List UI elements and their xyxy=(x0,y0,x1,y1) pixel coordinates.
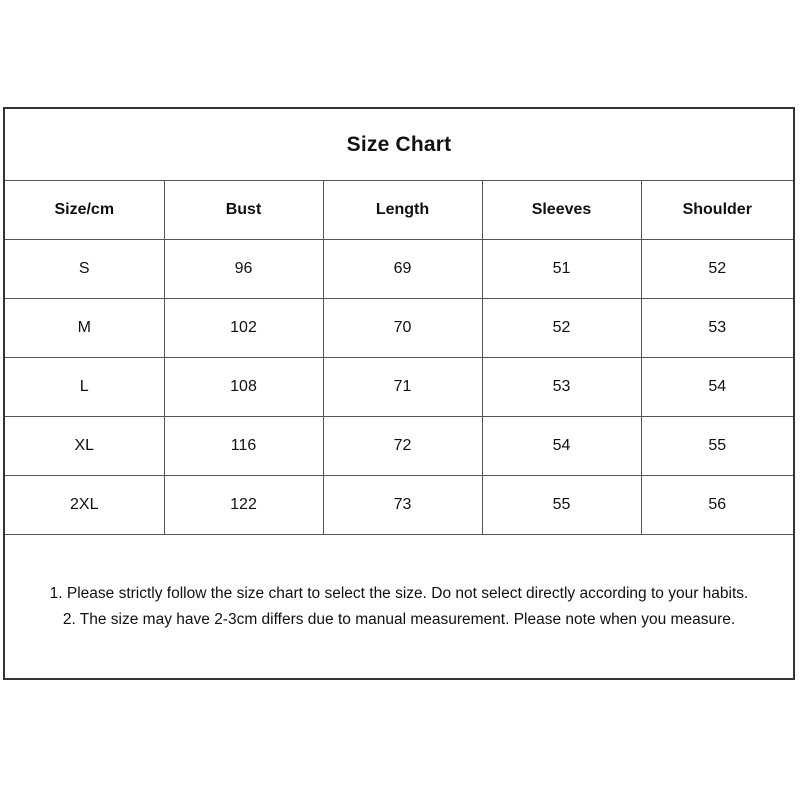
note-line: 2. The size may have 2-3cm differs due to manual measurement. Please note when you measure. xyxy=(62,611,736,628)
header-size: Size/cm xyxy=(5,181,164,240)
cell-length: 70 xyxy=(323,299,482,358)
header-sleeves: Sleeves xyxy=(482,181,641,240)
table-row xyxy=(5,417,793,476)
cell-size: L xyxy=(5,358,164,417)
cell-length: 72 xyxy=(323,417,482,476)
size-chart xyxy=(3,107,795,680)
cell-shoulder: 53 xyxy=(641,299,793,358)
table-row xyxy=(5,240,793,299)
table-row xyxy=(5,299,793,358)
cell-sleeves: 54 xyxy=(482,417,641,476)
header-length: Length xyxy=(323,181,482,240)
size-notes xyxy=(5,581,793,633)
cell-length: 69 xyxy=(323,240,482,299)
title-row xyxy=(5,109,793,181)
cell-bust: 96 xyxy=(164,240,323,299)
header-shoulder: Shoulder xyxy=(641,181,793,240)
cell-sleeves: 51 xyxy=(482,240,641,299)
cell-length: 71 xyxy=(323,358,482,417)
note-line: 1. Please strictly follow the size chart to select the size. Do not select directly according to your habits. xyxy=(49,585,749,602)
header-bust: Bust xyxy=(164,181,323,240)
cell-bust: 122 xyxy=(164,476,323,535)
table-row xyxy=(5,476,793,535)
cell-bust: 116 xyxy=(164,417,323,476)
size-table xyxy=(5,181,793,535)
cell-bust: 102 xyxy=(164,299,323,358)
cell-sleeves: 53 xyxy=(482,358,641,417)
cell-size: XL xyxy=(5,417,164,476)
chart-title: Size Chart xyxy=(346,132,452,156)
cell-length: 73 xyxy=(323,476,482,535)
cell-sleeves: 55 xyxy=(482,476,641,535)
cell-bust: 108 xyxy=(164,358,323,417)
cell-shoulder: 56 xyxy=(641,476,793,535)
header-row xyxy=(5,181,793,240)
cell-shoulder: 52 xyxy=(641,240,793,299)
cell-size: S xyxy=(5,240,164,299)
cell-size: 2XL xyxy=(5,476,164,535)
cell-shoulder: 54 xyxy=(641,358,793,417)
cell-shoulder: 55 xyxy=(641,417,793,476)
cell-size: M xyxy=(5,299,164,358)
cell-sleeves: 52 xyxy=(482,299,641,358)
table-row xyxy=(5,358,793,417)
